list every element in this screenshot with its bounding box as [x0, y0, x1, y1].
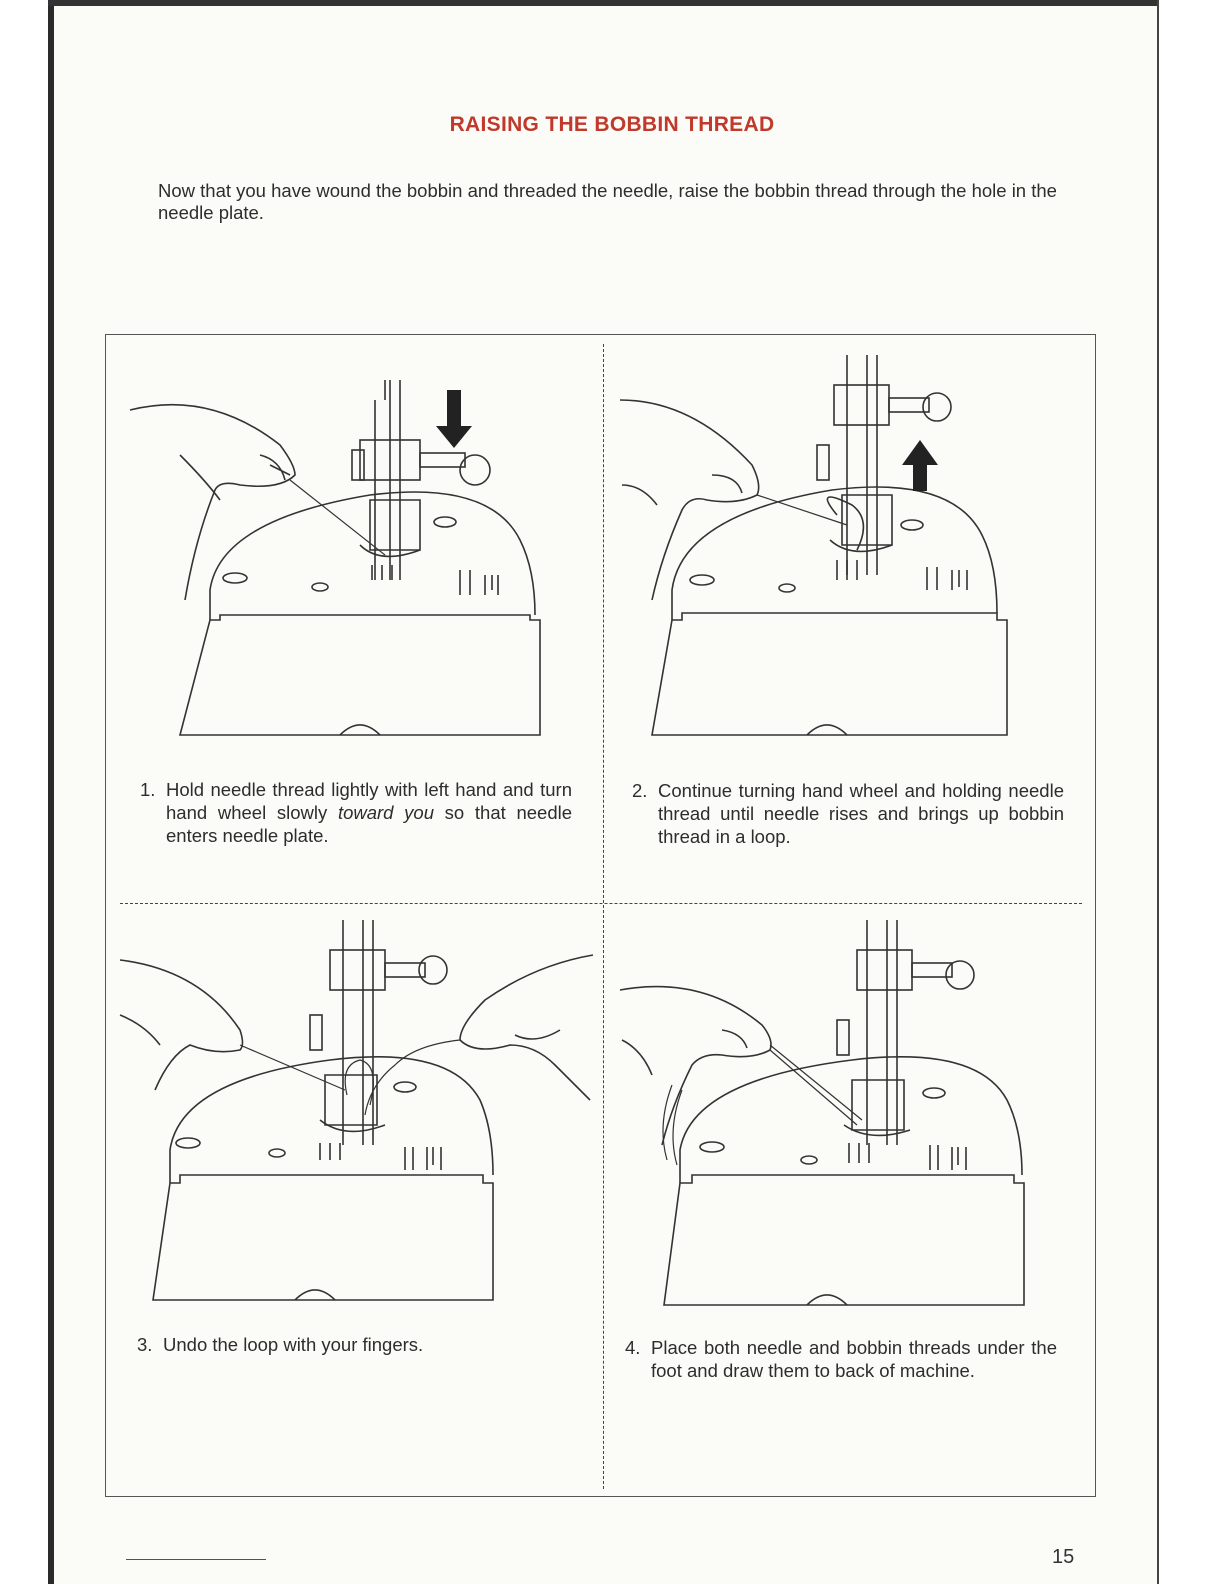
step-2-number: 2.: [632, 780, 648, 801]
step-4-illustration: [612, 915, 1082, 1315]
horizontal-dashed-divider: [120, 903, 1082, 904]
step-1-number: 1.: [140, 779, 156, 800]
step-3-illustration: [115, 915, 600, 1310]
vertical-dashed-divider: [603, 344, 604, 1489]
down-arrow-icon: [436, 390, 472, 448]
step-4-text: Place both needle and bobbin threads under the foot and draw them to back of machine.: [651, 1337, 1057, 1381]
step-2-text: Continue turning hand wheel and holding needle thread until needle rises and brings up bobbin thread in a loop.: [658, 780, 1064, 847]
step-2-illustration: [612, 345, 1082, 745]
step-2-caption: [632, 779, 1064, 848]
step-4-caption: [625, 1336, 1057, 1382]
page-title: RAISING THE BOBBIN THREAD: [449, 113, 775, 136]
step-1-illustration: [120, 370, 590, 750]
step-1-caption: [140, 778, 573, 847]
step-1-text-end: so that needle enters needle plate.: [166, 802, 573, 846]
step-1-text: Hold needle thread lightly with left hand and turn hand wheel slowly: [166, 779, 572, 823]
page-number: 15: [1052, 1546, 1075, 1568]
step-3-number: 3.: [137, 1334, 153, 1355]
step-1-emphasis: toward you: [337, 802, 434, 823]
step-4-number: 4.: [625, 1337, 641, 1358]
scan-margin-right: [1157, 0, 1224, 1584]
intro-paragraph: Now that you have wound the bobbin and threaded the needle, raise the bobbin thread through the hole in the needle plate.: [158, 180, 1057, 223]
scan-artifact-line: [126, 1559, 266, 1560]
up-arrow-icon: [902, 440, 938, 491]
step-3-text: Undo the loop with your fingers.: [163, 1334, 424, 1355]
step-3-caption: [137, 1333, 569, 1356]
scan-margin-left: [0, 0, 50, 1584]
